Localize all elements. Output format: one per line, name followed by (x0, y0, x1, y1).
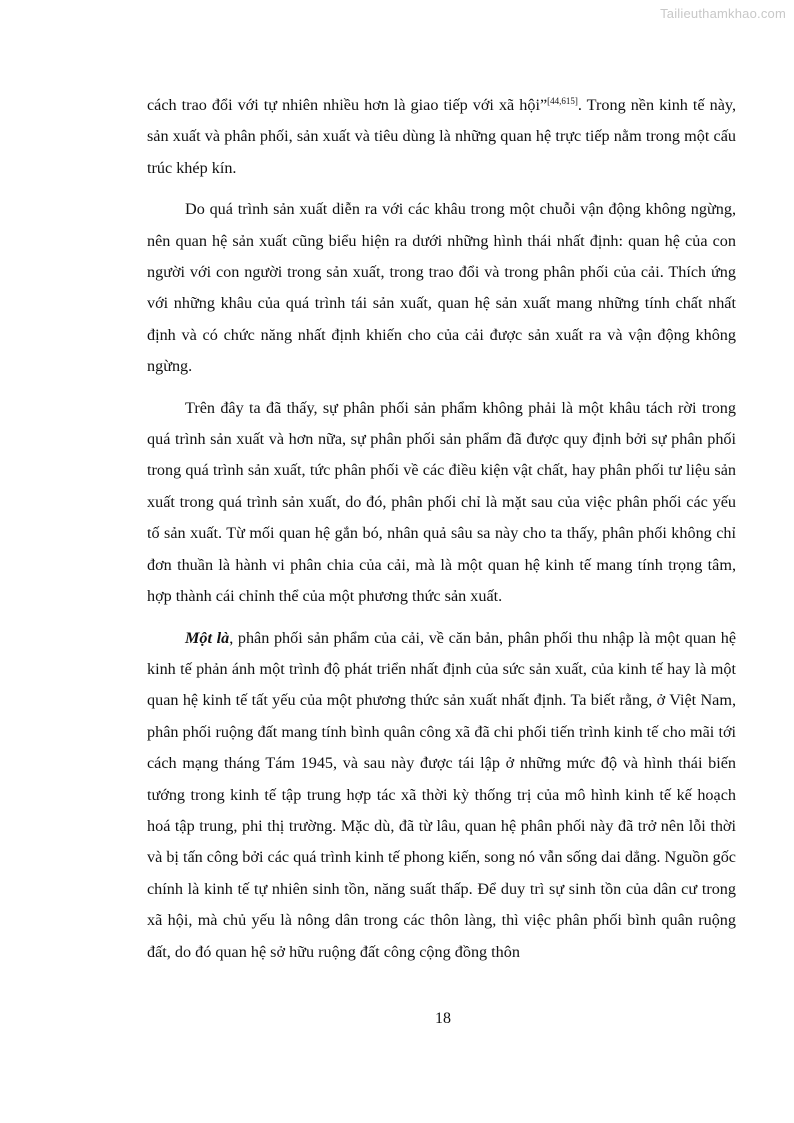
paragraph-4-lead: Một là (185, 628, 230, 647)
paragraph-1-text-before: cách trao đổi với tự nhiên nhiều hơn là giao tiếp với xã hội” (147, 96, 548, 114)
document-body (147, 90, 736, 978)
paragraph-4-text: , phân phối sản phẩm của cải, về căn bản, phân phối thu nhập là một quan hệ kinh tế phản ánh một trình độ phát triển nhất định của sức sản xuất, của kinh tế hay là một quan hệ kinh tế tất yếu của một phương thức sản xuất nhất định. Ta biết rằng, ở Việt Nam, phân phối ruộng đất mang tính bình quân công xã đã chi phối tiến trình kinh tế cho mãi tới cách mạng tháng Tám 1945, và sau này được tái lập ở những mức độ và hình thái biến tướng trong kinh tế tập trung hợp tác xã thời kỳ thống trị của mô hình kinh tế kế hoạch hoá tập trung, phi thị trường. Mặc dù, đã từ lâu, quan hệ phân phối này đã trở nên lỗi thời và bị tấn công bởi các quá trình kinh tế phong kiến, song nó vẫn sống dai dẳng. Nguồn gốc chính là kinh tế tự nhiên sinh tồn, năng suất thấp. Để duy trì sự sinh tồn của dân cư trong xã hội, mà chủ yếu là nông dân trong các thôn làng, thì việc phân phối bình quân ruộng đất, do đó quan hệ sở hữu ruộng đất công cộng đồng thôn (147, 628, 736, 961)
paragraph-2 (147, 194, 736, 382)
watermark: Tailieuthamkhao.com (660, 6, 786, 21)
paragraph-1 (147, 90, 736, 184)
citation-superscript: [44,615] (547, 96, 578, 106)
paragraph-3-text: Trên đây ta đã thấy, sự phân phối sản phẩm không phải là một khâu tách rời trong quá trình sản xuất và hơn nữa, sự phân phối sản phẩm đã được quy định bởi sự phân phối trong quá trình sản xuất, tức phân phối về các điều kiện vật chất, hay phân phối tư liệu sản xuất trong quá trình sản xuất, do đó, phân phối chỉ là mặt sau của việc phân phối các yếu tố sản xuất. Từ mối quan hệ gắn bó, nhân quả sâu sa này cho ta thấy, phân phối không chỉ đơn thuần là hành vi phân chia của cải, mà là một quan hệ kinh tế mang tính trọng tâm, hợp thành cái chỉnh thể của một phương thức sản xuất. (147, 398, 736, 606)
page-number: 18 (435, 1010, 451, 1027)
paragraph-1-text-after: . Trong nền kinh tế này, sản xuất và phân phối, sản xuất và tiêu dùng là những quan hệ trực tiếp nằm trong một cấu trúc khép kín. (147, 96, 736, 177)
paragraph-3 (147, 393, 736, 613)
paragraph-4 (147, 623, 736, 968)
paragraph-2-text: Do quá trình sản xuất diễn ra với các khâu trong một chuỗi vận động không ngừng, nên quan hệ sản xuất cũng biểu hiện ra dưới những hình thái nhất định: quan hệ của con người với con người trong sản xuất, trong trao đổi và trong phân phối của cải. Thích ứng với những khâu của quá trình tái sản xuất, quan hệ sản xuất mang những tính chất nhất định và có chức năng nhất định khiến cho của cải được sản xuất ra và vận động không ngừng. (147, 200, 736, 376)
